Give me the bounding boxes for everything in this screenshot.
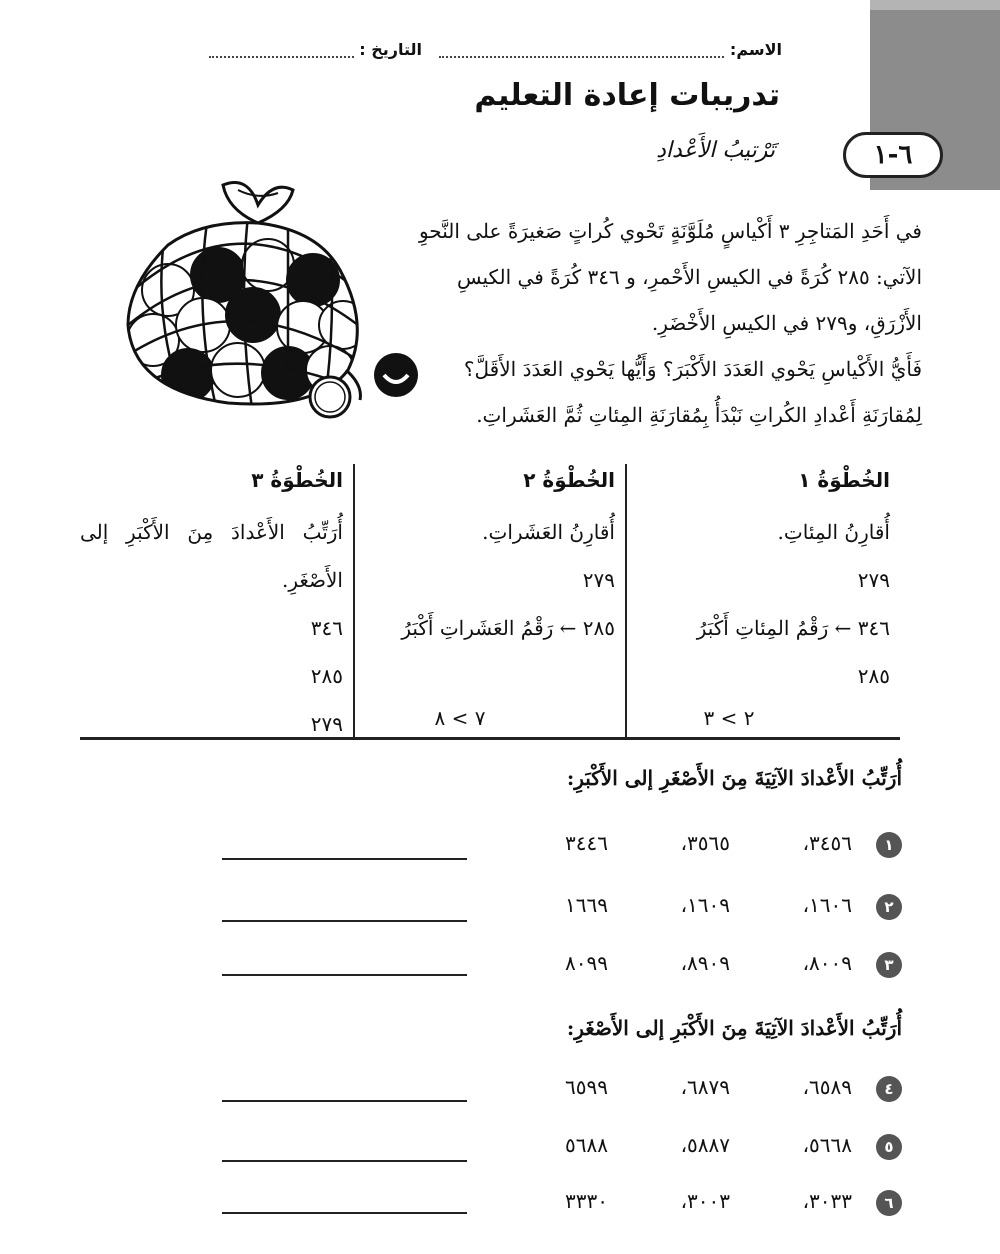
step-1-heading: الخُطْوَةُ ١ [798,468,890,492]
date-label: التاريخ : [359,40,422,59]
exercise-3 [0,948,1000,988]
section-1-instruction: أُرَتِّبُ الأَعْدادَ الآتِيَةَ مِنَ الأَصْغَرِ إلى الأَكْبَرِ: [566,766,902,790]
step-row: ٣٤٦ [310,616,343,640]
exercise-value: ٦٥٨٩، [802,1075,852,1099]
steps-table [80,460,900,740]
exercise-value: ٨٩٠٩، [680,951,730,975]
step-row: الأَصْغَرِ. [282,568,343,592]
step-row: ٢٨٥ [857,664,890,688]
exercise-value: ٥٦٦٨، [802,1133,852,1157]
exercise-2 [0,890,1000,930]
intro-line: الآتي: ٢٨٥ كُرَةً في الكيسِ الأَحْمرِ، و ٣٤٦ كُرَةً في الكيسِ [456,265,922,289]
lesson-subtitle: تَرْتيبُ الأَعْدادِ [656,138,775,163]
page-title: تدريبات إعادة التعليم [474,78,780,113]
exercise-number-badge: ٥ [876,1134,902,1160]
exercise-4 [0,1072,1000,1112]
exercise-value: ٣٣٣٠ [565,1189,608,1213]
exercise-value: ٨٠٩٩ [565,951,608,975]
exercise-number-badge: ٣ [876,952,902,978]
exercise-value: ٣٤٤٦ [565,831,608,855]
exercise-value: ١٦٠٩، [680,893,730,917]
step-2-comparison: ٧ > ٨ [434,706,486,730]
name-dotted-line [439,44,724,58]
answer-line[interactable] [222,1212,467,1214]
step-row: ٢٧٩ [857,568,890,592]
exercise-value: ٣٥٦٥، [680,831,730,855]
step-row: أُرَتِّبُ الأَعْدادَ مِنَ الأَكْبَرِ إلى [80,520,343,544]
intro-paragraph [402,208,922,438]
intro-line: فَأَيُّ الأَكْياسِ يَحْوي العَدَدَ الأَكْبَرَ؟ وَأَيُّها يَحْوي العَدَدَ الأَقَلَّ؟ [463,357,922,381]
exercise-value: ١٦٠٦، [802,893,852,917]
section-2-instruction: أُرَتِّبُ الأَعْدادَ الآتِيَةَ مِنَ الأَكْبَرِ إلى الأَصْغَرِ: [566,1016,902,1040]
name-label: الاسم: [729,40,782,59]
exercise-number-badge: ٢ [876,894,902,920]
date-dotted-line [209,44,354,58]
step-3-heading: الخُطْوَةُ ٣ [251,468,343,492]
answer-line[interactable] [222,858,467,860]
exercise-value: ٥٦٨٨ [565,1133,608,1157]
answer-line[interactable] [222,1160,467,1162]
exercise-value: ٨٠٠٩، [802,951,852,975]
step-row: ٢٨٥ [310,664,343,688]
step-2-column [355,460,625,738]
exercise-number-badge: ١ [876,832,902,858]
name-field[interactable] [439,40,782,59]
step-1-column [638,460,900,738]
step-row: ٢٧٩ [310,712,343,736]
intro-line: في أَحَدِ المَتاجِرِ ٣ أَكْياسٍ مُلَوَّنَةٍ تَحْوي كُراتٍ صَغيرَةً على النَّحوِ [418,219,922,243]
exercise-number-badge: ٤ [876,1076,902,1102]
step-row: ٢٨٥ ← رَقْمُ العَشَراتِ أَكْبَرُ [401,616,615,640]
exercise-value: ٣٠٣٣، [802,1189,852,1213]
intro-line: الأَزْرَقِ، و٢٧٩ في الكيسِ الأَخْضَرِ. [651,311,922,335]
intro-line: لِمُقارَنَةِ أَعْدادِ الكُراتِ نَبْدَأُ بِمُقارَنَةِ المِئاتِ ثُمَّ العَشَراتِ. [476,403,922,427]
exercise-value: ٥٨٨٧، [680,1133,730,1157]
exercise-value: ٦٥٩٩ [565,1075,608,1099]
exercise-6 [0,1186,1000,1226]
exercise-value: ١٦٦٩ [565,893,608,917]
ball-bag-illustration [108,175,438,430]
exercise-value: ٦٨٧٩، [680,1075,730,1099]
step-row: أُقارِنُ المِئاتِ. [777,520,890,544]
exercise-number-badge: ٦ [876,1190,902,1216]
exercise-value: ٣٤٥٦، [802,831,852,855]
step-row: ٢٧٩ [582,568,615,592]
exercise-1 [0,828,1000,868]
answer-line[interactable] [222,920,467,922]
step-2-heading: الخُطْوَةُ ٢ [523,468,615,492]
date-field[interactable] [209,40,422,59]
step-1-comparison: ٢ > ٣ [703,706,755,730]
column-divider [625,464,627,738]
step-3-column [80,460,353,738]
step-row: ٣٤٦ ← رَقْمُ المِئاتِ أَكْبَرُ [696,616,890,640]
exercise-value: ٣٠٠٣، [680,1189,730,1213]
step-row: أُقارِنُ العَشَراتِ. [482,520,615,544]
lesson-badge: ٦-١ [843,132,943,178]
answer-line[interactable] [222,1100,467,1102]
corner-tab-highlight [870,0,1000,10]
column-divider [353,464,355,738]
exercise-5 [0,1130,1000,1170]
answer-line[interactable] [222,974,467,976]
